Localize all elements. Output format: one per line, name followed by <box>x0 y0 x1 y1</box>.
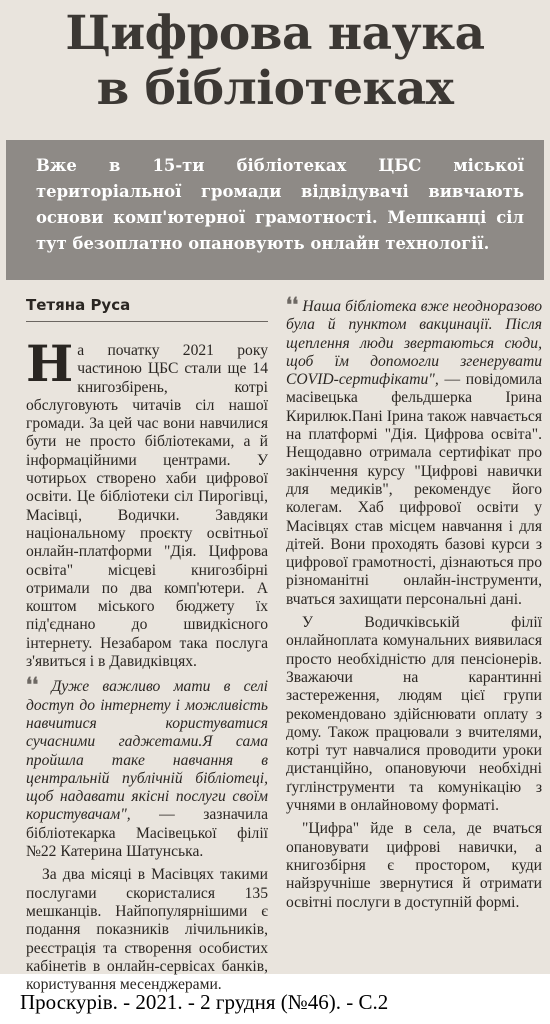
quote-mark-icon: ❛❛ <box>286 294 299 316</box>
source-citation: Проскурів. - 2021. - 2 грудня (№46). - С.2 <box>20 990 389 1014</box>
lead-paragraph: Вже в 15-ти бібліотеках ЦБС міської територіальної громади відвідувачі вивчають основи комп'ютерної грамотності. Мешканці сіл тут безоплатно опановують онлайн технології. <box>6 140 544 280</box>
intro-paragraph <box>26 334 268 671</box>
librarian-attribution: — зазначила бібліотекарка Масівецької філії №22 Катерина Шатунська. <box>26 806 268 861</box>
intro-text: а початку 2021 року частиною ЦБС стали ще 14 книгозбірень, котрі обслуговують читачів сіл нашої громади. За цей час вони навчилися бути не просто бібліотеками, а й інформаційними центрами. У чотирьох створено хаби цифрової освіти. Це бібліотеки сіл Пирогівці, Масівці, Водички. Завдяки національному проєкту освітньої онлайн-платформи "Дія. Цифрова освіта" місцеві книгозбірні отримали по два комп'ютери. А коштом міського бюджету їх під'єднано до швидкісного інтернету. Незабаром така послуга з'явиться і в Давидківцях. <box>26 342 268 671</box>
left-column <box>26 296 268 999</box>
author-byline: Тетяна Руса <box>26 296 268 322</box>
paramedic-quote: Наша бібліотека вже неодноразово була й пунктом вакцинації. Після щеплення люди звертаються сюди, щоб їм допомогли згенерувати COVID-сертифікати", <box>286 298 542 389</box>
article-headline <box>0 0 550 116</box>
right-column <box>286 296 542 917</box>
vodychky-paragraph: У Водичківській філії онлайноплата комунальних виявилася просто необхідністю для пенсіонерів. Зважаючи на карантинні застереження, людям цієї групи рекомендовано здійснювати оплату з дому. Також працювали з вчителями, котрі тут навчалися проводити уроки дистанційно, опановуючи необхідні ґуглінструменти та комунікацію з учнями в онлайновому форматі. <box>286 614 542 815</box>
librarian-quote: Дуже важливо мати в селі доступ до інтернету і можливість навчитися користуватися сучасними гаджетами.Я сама пройшла таке навчання в центральній публічній бібліотеці, щоб надавати якісні послуги своїм користувачам", <box>26 678 268 824</box>
paramedic-attribution: — повідомила масівецька фельдшерка Ірина Кирилюк.Пані Ірина також навчається на платформі "Дія. Цифрова освіта". Нещодавно отримала сертифікат про закінчення курсу "Цифрові навички для медиків", рекомендує його колегам. Хаб цифрової освіти у Масівцях став місцем навчання і для дітей. Вони проходять базові курси з цифрової грамотності, дізнаються про різноманітні онлайн-інструменти, вчаться захищати персональні дані. <box>286 371 542 608</box>
headline-line-1: Цифрова наука <box>65 6 485 61</box>
closing-paragraph: "Цифра" йде в села, де вчаться опановувати цифрові навички, а книгозбірня є простором, куди найзручніше звернутися й отримати освітні послуги в доступній формі. <box>286 820 542 911</box>
quote-mark-icon: ❛❛ <box>26 674 39 697</box>
drop-cap: Н <box>26 334 74 393</box>
librarian-quote-paragraph <box>26 676 268 861</box>
masivtsi-stats-paragraph: За два місяці в Масівцях такими послугами скористалися 135 мешканців. Найпопулярнішими є подання показників лічильників, реєстрація та створення особистих кабінетів в онлайн-сервісах банків, користування месенджерами. <box>26 866 268 994</box>
headline-line-2: в бібліотеках <box>96 61 454 116</box>
paramedic-quote-paragraph <box>286 296 542 609</box>
